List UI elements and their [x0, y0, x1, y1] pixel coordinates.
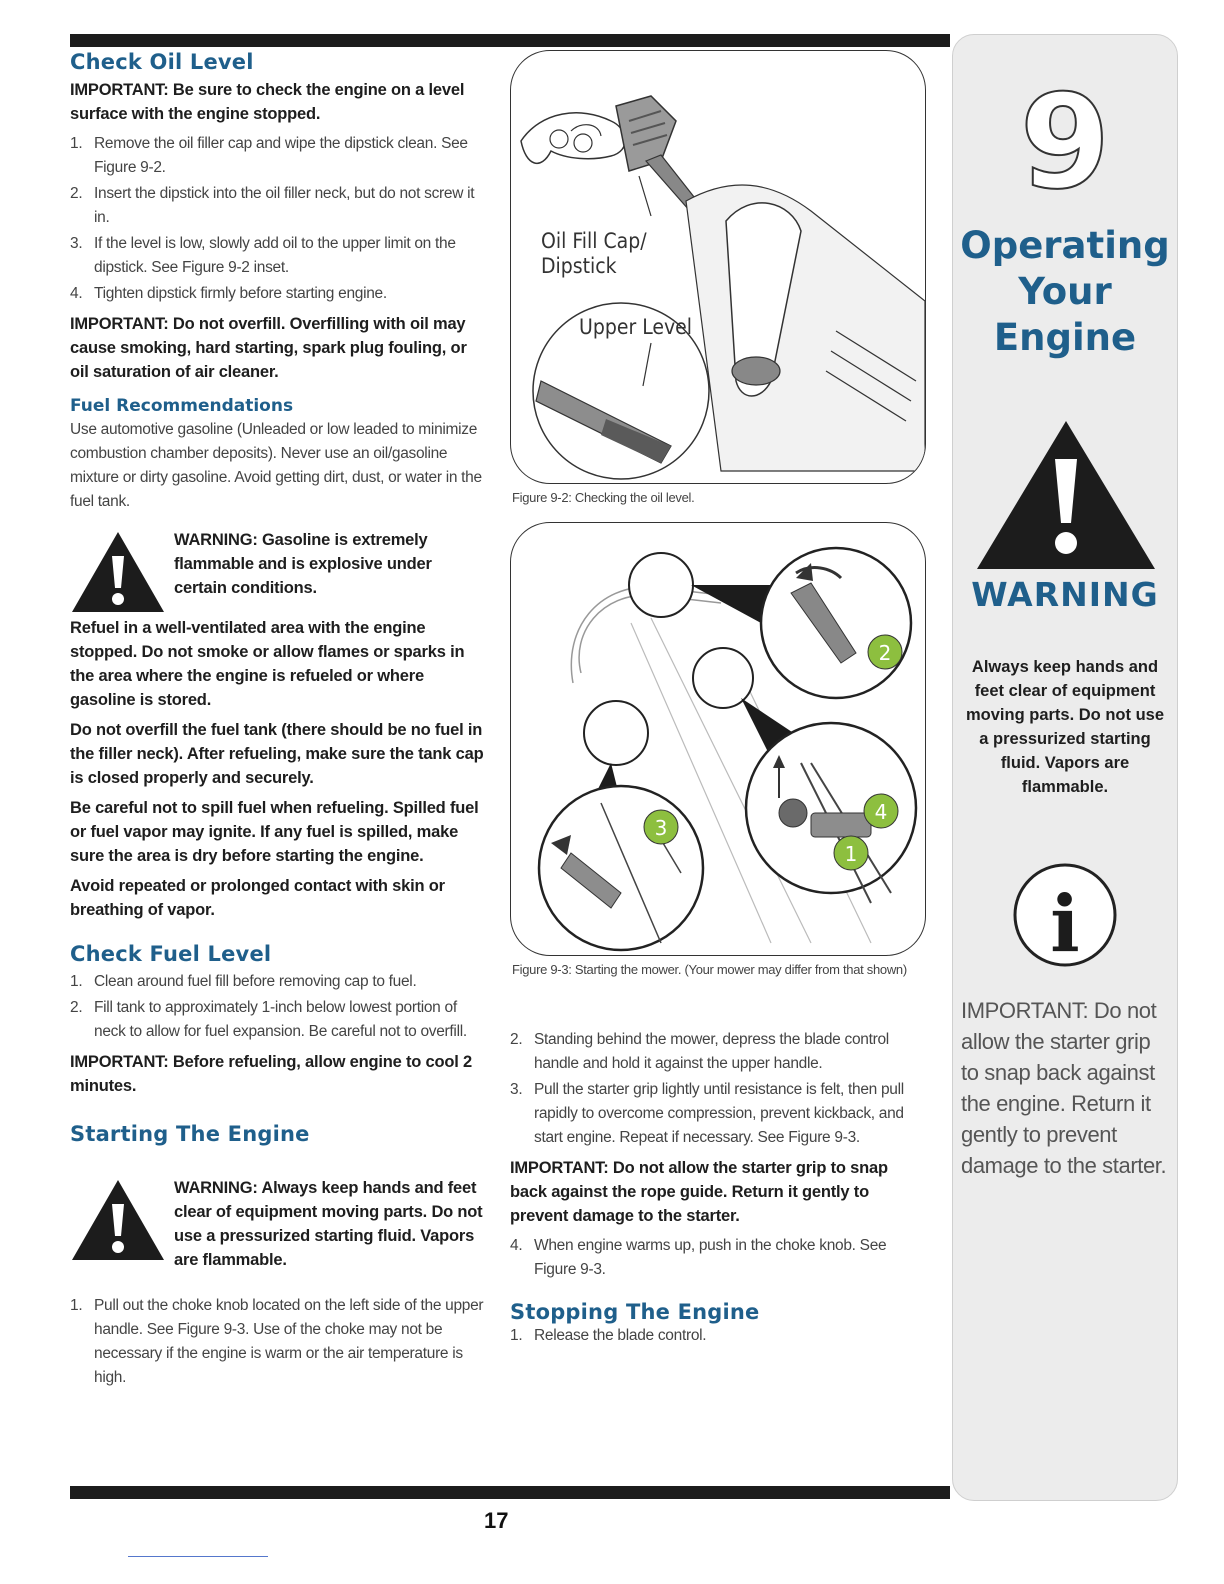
fuel-recommendations-heading: Fuel Recommendations [70, 396, 294, 416]
check-fuel-steps [70, 970, 488, 1044]
moving-parts-warning [70, 1176, 488, 1272]
left-column [70, 50, 488, 1396]
chapter-sidebar [952, 34, 1178, 1501]
middle-text [510, 1028, 928, 1354]
warning-triangle-icon [975, 419, 1157, 571]
choke-step [510, 1234, 928, 1282]
stopping-steps [510, 1324, 928, 1348]
sidebar-important: IMPORTANT: Do not allow the starter grip to snap back against the engine. Return it gently to prevent damage to the starter. [961, 998, 1167, 1178]
callout-1 [834, 836, 868, 870]
overfill-tank-paragraph: Do not overfill the fuel tank (there should be no fuel in the filler neck). After refueling, make sure the tank cap is closed properly and securely. [70, 721, 484, 787]
svg-text:9: 9 [1019, 79, 1111, 199]
page-number: 17 [484, 1508, 509, 1533]
callout-2 [868, 635, 902, 669]
refuel-paragraph: Refuel in a well-ventilated area with the engine stopped. Do not smoke or allow flames or sparks in the area where the engine is refueled or where gasoline is stored. [70, 619, 465, 709]
mower-start-illustration [511, 523, 925, 955]
stopping-heading: Stopping The Engine [510, 1300, 760, 1324]
bottom-rule [70, 1486, 950, 1499]
svg-text:1: 1 [844, 842, 858, 866]
list-item: 1. Remove the oil filler cap and wipe the dipstick clean. See Figure 9-2. [70, 135, 468, 176]
list-item: 3. If the level is low, slowly add oil to the upper limit on the dipstick. See Figure 9-2 inset. [70, 235, 456, 276]
callout-4 [864, 794, 898, 828]
moving-parts-warning-text: WARNING: Always keep hands and feet clear of equipment moving parts. Do not use a pressurized starting fluid. Vapors are flammable. [174, 1179, 483, 1269]
svg-text:4: 4 [874, 800, 888, 824]
spill-paragraph: Be careful not to spill fuel when refueling. Spilled fuel or fuel vapor may ignite. If any fuel is spilled, make sure the area is dry before starting the engine. [70, 799, 479, 865]
list-item: 2. Insert the dipstick into the oil filler neck, but do not screw it in. [70, 185, 475, 226]
list-item: 3. Pull the starter grip lightly until resistance is felt, then pull rapidly to overcome compression, prevent kickback, and start engine. Repeat if necessary. See Figure 9-3. [510, 1081, 904, 1146]
starting-heading: Starting The Engine [70, 1122, 310, 1146]
oil-dipstick-illustration [511, 51, 925, 483]
chapter-number-badge [1015, 79, 1115, 199]
oil-fill-cap-label: Oil Fill Cap/ [541, 229, 647, 253]
figure-9-3-caption: Figure 9-3: Starting the mower. (Your mower may differ from that shown) [512, 962, 907, 977]
figure-9-2 [510, 50, 926, 484]
list-item: 1. Pull out the choke knob located on the left side of the upper handle. See Figure 9-3. Use of the choke may not be necessary if the engine is warm or the air temperature is high. [70, 1297, 484, 1386]
upper-level-label: Upper Level [579, 315, 693, 339]
list-item: 4. Tighten dipstick firmly before starting engine. [70, 285, 387, 302]
svg-text:i: i [1050, 879, 1080, 969]
chapter-title: Operating Your Engine [960, 224, 1170, 359]
figure-9-3 [510, 522, 926, 956]
check-oil-important: IMPORTANT: Be sure to check the engine on a level surface with the engine stopped. [70, 81, 465, 123]
warning-triangle-icon [70, 530, 166, 614]
list-item: 1. Release the blade control. [510, 1327, 707, 1344]
list-item: 1. Clean around fuel fill before removing cap to fuel. [70, 973, 417, 990]
list-item: 2. Standing behind the mower, depress the blade control handle and hold it against the upper handle. [510, 1031, 889, 1072]
contact-paragraph: Avoid repeated or prolonged contact with skin or breathing of vapor. [70, 877, 445, 919]
top-rule [70, 34, 950, 47]
check-oil-heading: Check Oil Level [70, 50, 254, 74]
sidebar-warning-label: WARNING [971, 575, 1159, 614]
figure-9-2-caption: Figure 9-2: Checking the oil level. [512, 490, 695, 505]
starting-steps [70, 1294, 488, 1390]
info-icon [1011, 861, 1119, 969]
gasoline-warning [70, 528, 488, 608]
svg-text:3: 3 [654, 816, 668, 840]
link-underline [128, 1556, 268, 1557]
callout-3 [644, 810, 678, 844]
warning-triangle-icon [70, 1178, 166, 1262]
list-item: 4. When engine warms up, push in the choke knob. See Figure 9-3. [510, 1237, 887, 1278]
overfill-important: IMPORTANT: Do not overfill. Overfilling with oil may cause smoking, hard starting, spark plug fouling, or oil saturation of air cleaner. [70, 315, 467, 381]
snap-back-important: IMPORTANT: Do not allow the starter grip to snap back against the rope guide. Return it gently to prevent damage to the starter. [510, 1159, 888, 1225]
dipstick-label: Dipstick [541, 254, 617, 278]
svg-text:2: 2 [878, 641, 892, 665]
gasoline-warning-text: WARNING: Gasoline is extremely flammable and is explosive under certain conditions. [174, 531, 432, 597]
check-fuel-heading: Check Fuel Level [70, 942, 272, 966]
check-oil-steps [70, 132, 488, 306]
list-item: 2. Fill tank to approximately 1-inch below lowest portion of neck to allow for fuel expansion. Be careful not to overfill. [70, 999, 467, 1040]
cool-important: IMPORTANT: Before refueling, allow engine to cool 2 minutes. [70, 1053, 473, 1095]
fuel-recommendations-body: Use automotive gasoline (Unleaded or low leaded to minimize combustion chamber deposits). Never use an oil/gasoline mixture or dirty gasoline. Avoid getting dirt, dust, or water in the fuel tank. [70, 421, 482, 510]
sidebar-warning-text: Always keep hands and feet clear of equipment moving parts. Do not use a pressurized starting fluid. Vapors are flammable. [965, 658, 1165, 796]
starting-steps-continued [510, 1028, 928, 1150]
